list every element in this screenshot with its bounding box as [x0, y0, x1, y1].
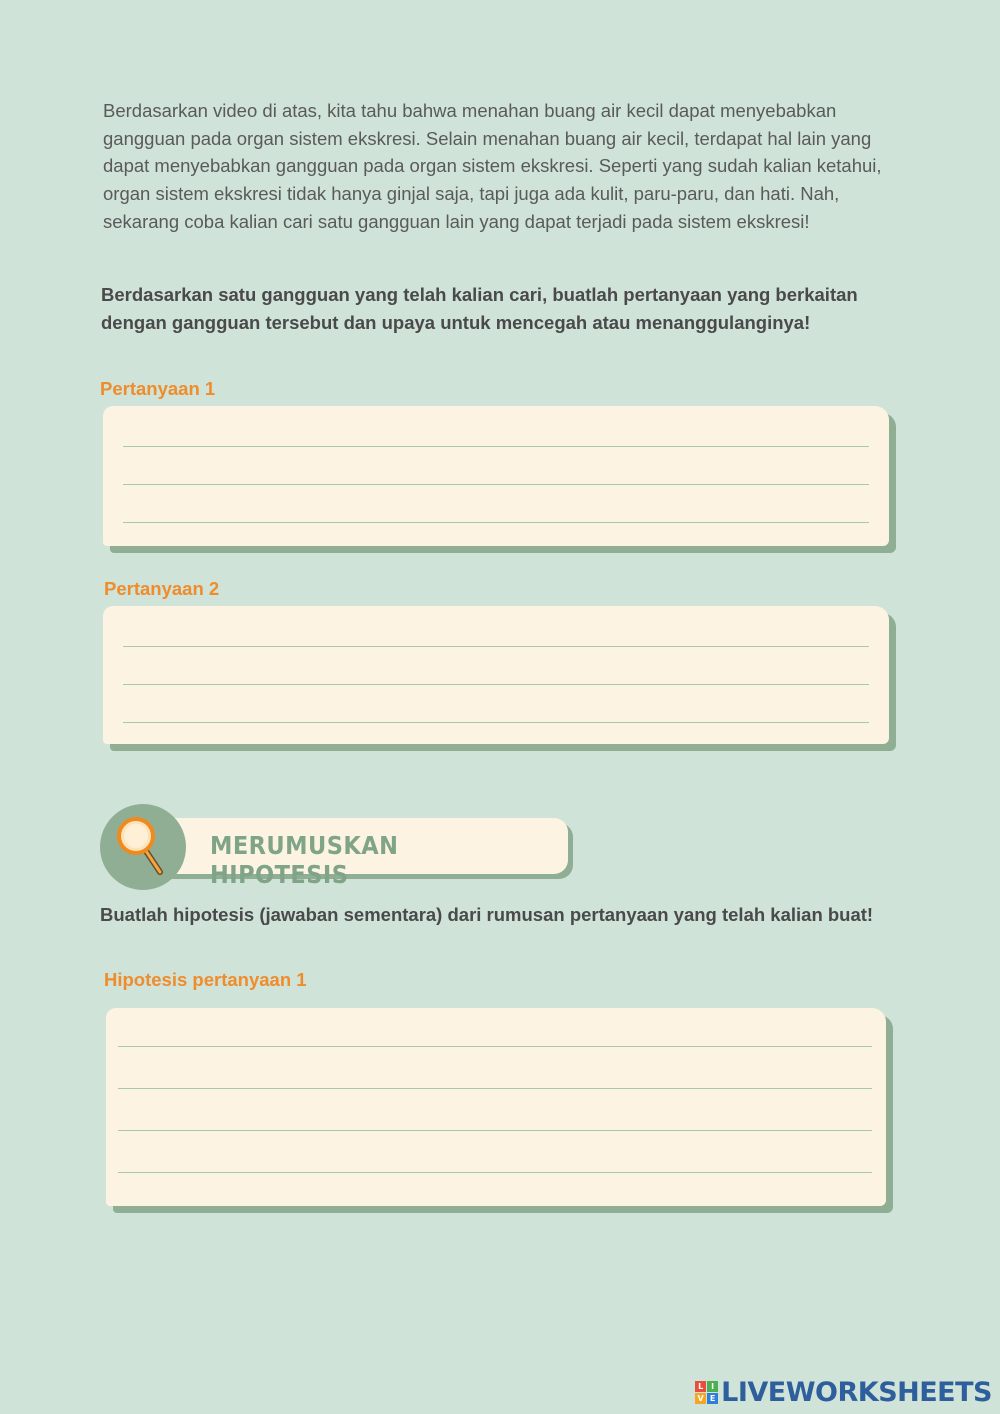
logo-letter: E — [707, 1393, 718, 1404]
writing-line — [118, 1046, 872, 1047]
writing-line — [123, 684, 869, 685]
question-2-label: Pertanyaan 2 — [104, 578, 220, 599]
writing-line — [118, 1088, 872, 1089]
logo-letter: L — [695, 1381, 706, 1392]
question-instruction: Berdasarkan satu gangguan yang telah kalian cari, buatlah pertanyaan yang berkaitan dengan gangguan tersebut dan upaya untuk mencegah atau menanggulanginya! — [101, 284, 858, 333]
brand-name: LIVEWORKSHEETS — [721, 1377, 992, 1408]
writing-line — [123, 646, 869, 647]
hypothesis-1-answer-box[interactable] — [106, 1008, 886, 1206]
writing-line — [123, 722, 869, 723]
hypothesis-instruction: Buatlah hipotesis (jawaban sementara) dari rumusan pertanyaan yang telah kalian buat! — [100, 904, 874, 925]
section-icon-badge — [100, 804, 186, 890]
question-1-label: Pertanyaan 1 — [100, 378, 216, 399]
writing-line — [118, 1130, 872, 1131]
writing-line — [123, 522, 869, 523]
question-2-answer-box[interactable] — [103, 606, 889, 744]
writing-line — [118, 1172, 872, 1173]
section-header-hypothesis — [100, 804, 540, 892]
magnifying-glass-icon — [114, 816, 172, 878]
section-title: MERUMUSKAN HIPOTESIS — [210, 831, 399, 889]
intro-paragraph: Berdasarkan video di atas, kita tahu bahwa menahan buang air kecil dapat menyebabkan gangguan pada organ sistem ekskresi. Selain menahan buang air kecil, terdapat hal lain yang dapat menyebabkan gangguan pada organ sistem ekskresi. Seperti yang sudah kalian ketahui, organ sistem ekskresi tidak hanya ginjal saja, tapi juga ada kulit, paru-paru, dan hati. Nah, sekarang coba kalian cari satu gangguan lain yang dapat terjadi pada sistem ekskresi! — [103, 100, 882, 232]
hypothesis-1-label: Hipotesis pertanyaan 1 — [104, 969, 307, 990]
liveworksheets-brand — [695, 1377, 992, 1408]
writing-line — [123, 484, 869, 485]
writing-line — [123, 446, 869, 447]
logo-letter: I — [707, 1381, 718, 1392]
question-1-answer-box[interactable] — [103, 406, 889, 546]
liveworksheets-logo — [695, 1381, 718, 1404]
logo-letter: V — [695, 1393, 706, 1404]
